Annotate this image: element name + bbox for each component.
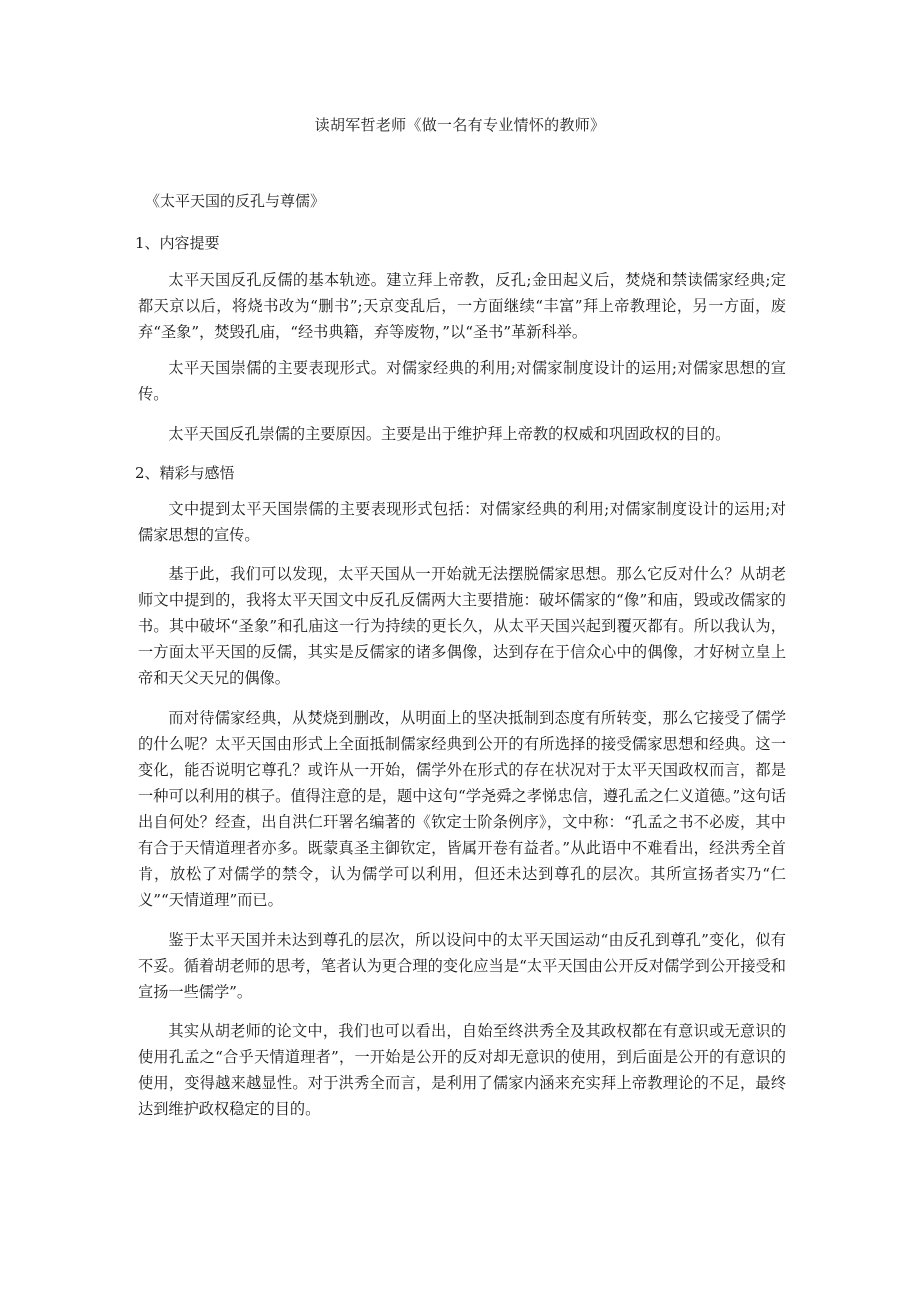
paragraph-summary-2: 太平天国崇儒的主要表现形式。对儒家经典的利用;对儒家制度设计的运用;对儒家思想的宣传。 xyxy=(138,359,786,403)
paragraph-summary-1: 太平天国反孔反儒的基本轨迹。建立拜上帝教，反孔;金田起义后，焚烧和禁读儒家经典;定都天京以后，将烧书改为“删书”;天京变乱后，一方面继续“丰富”拜上帝教理论，另一方面，废弃“圣象”，焚毁孔庙，“经书典籍，弃等废物，”以“圣书”革新科举。 xyxy=(138,271,786,341)
paragraph-reflection-5: 其实从胡老师的论文中，我们也可以看出，自始至终洪秀全及其政权都在有意识或无意识的使用孔孟之“合乎天情道理者”，一开始是公开的反对却无意识的使用，到后面是公开的有意识的使用，变得越来越显性。对于洪秀全而言，是利用了儒家内涵来充实拜上帝教理论的不足，最终达到维护政权稳定的目的。 xyxy=(138,1022,786,1118)
section-heading-reflection: 2、精彩与感悟 xyxy=(135,464,235,482)
document-title: 读胡军哲老师《做一名有专业情怀的教师》 xyxy=(314,116,606,134)
paragraph-reflection-4: 鉴于太平天国并未达到尊孔的层次，所以设问中的太平天国运动“由反孔到尊孔”变化，似有不妥。循着胡老师的思考，笔者认为更合理的变化应当是“太平天国由公开反对儒学到公开接受和宣扬一些儒学”。 xyxy=(138,931,786,1001)
paragraph-reflection-1: 文中提到太平天国崇儒的主要表现形式包括：对儒家经典的利用;对儒家制度设计的运用;对儒家思想的宣传。 xyxy=(138,500,786,544)
section-heading-summary: 1、内容提要 xyxy=(135,234,220,252)
paragraph-summary-3: 太平天国反孔崇儒的主要原因。主要是出于维护拜上帝教的权威和巩固政权的目的。 xyxy=(168,425,731,443)
paragraph-reflection-2: 基于此，我们可以发现，太平天国从一开始就无法摆脱儒家思想。那么它反对什么？从胡老师文中提到的，我将太平天国文中反孔反儒两大主要措施：破坏儒家的“像”和庙，毁或改儒家的书。其中破坏“圣象”和孔庙这一行为持续的更长久，从太平天国兴起到覆灭都有。所以我认为，一方面太平天国的反儒，其实是反儒家的诸多偶像，达到存在于信众心中的偶像，才好树立皇上帝和天父天兄的偶像。 xyxy=(138,565,786,687)
paragraph-reflection-3: 而对待儒家经典，从焚烧到删改，从明面上的坚决抵制到态度有所转变，那么它接受了儒学的什么呢？太平天国由形式上全面抵制儒家经典到公开的有所选择的接受儒家思想和经典。这一变化，能否说明它尊孔？或许从一开始，儒学外在形式的存在状况对于太平天国政权而言，都是一种可以利用的棋子。值得注意的是，题中这句“学尧舜之孝悌忠信，遵孔孟之仁义道德。”这句话出自何处？经查，出自洪仁玕署名编著的《钦定士阶条例序》，文中称：“孔孟之书不必废，其中有合于天情道理者亦多。既蒙真圣主御钦定，皆属开卷有益者。”从此语中不难看出，经洪秀全首肯，放松了对儒学的禁令，认为儒学可以利用，但还未达到尊孔的层次。其所宣扬者实乃“仁义”“天情道理”而已。 xyxy=(138,709,786,909)
article-subtitle: 《太平天国的反孔与尊儒》 xyxy=(145,192,326,210)
